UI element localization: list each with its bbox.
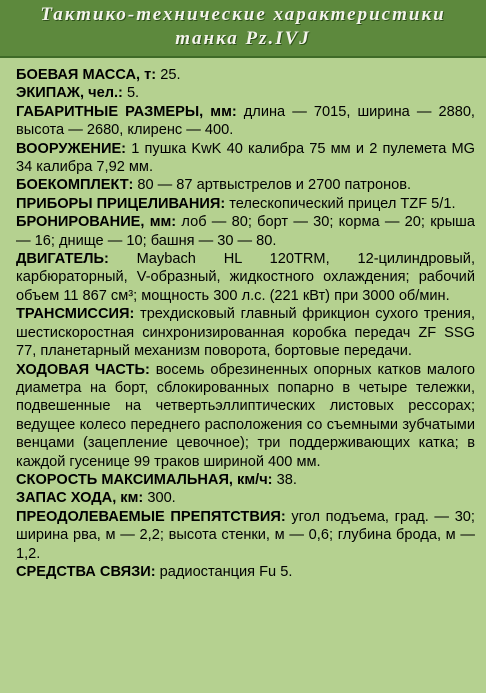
spec-value: восемь обрезиненных опорных катков малого диаметра на борт, сблокированных попарно в четыре тележки, подвешенные на четвертьэллиптических листовых рессорах; ведущее колесо переднего расположения со съемными зубчатыми венцами (зацепление цевочное); три поддерживающих катка; в каждой гусенице 99 траков шириной 400 мм. <box>16 361 475 470</box>
spec-obstacles <box>16 508 475 563</box>
spec-label: ДВИГАТЕЛЬ: <box>16 251 109 268</box>
spec-value: лоб — 80; борт — 30; корма — 20; крыша — 16; днище — 10; башня — 30 — 80. <box>16 214 476 249</box>
spec-label: ПРИБОРЫ ПРИЦЕЛИВАНИЯ: <box>16 195 226 212</box>
spec-value: угол подъема, град. — 30; ширина рва, м — 2,2; высота стенки, м — 0,6; глубина брода, м — 1,2. <box>16 508 475 562</box>
spec-value: длина — 7015, ширина — 2880, высота — 2680, клиренс — 400. <box>16 103 475 139</box>
spec-value: 25. <box>156 67 181 83</box>
spec-value: 80 — 87 артвыстрелов и 2700 патронов. <box>133 177 412 194</box>
spec-label: СРЕДСТВА СВЯЗИ: <box>16 563 156 580</box>
spec-value: Maybach HL 120TRM, 12-цилиндровый, карбюраторный, V-образный, жидкостного охлаждения; рабочий объем 11 867 см³; мощность 300 л.с. (221 кВт) при 3000 об/мин. <box>16 251 475 304</box>
spec-sights <box>16 195 475 213</box>
spec-label: БРОНИРОВАНИЕ, мм: <box>16 214 177 231</box>
title-banner <box>0 0 486 58</box>
spec-crew <box>16 84 475 102</box>
spec-label: БОЕКОМПЛЕКТ: <box>16 177 134 194</box>
spec-value: 300. <box>143 490 176 507</box>
spec-combat-weight <box>16 66 475 84</box>
spec-label: БОЕВАЯ МАССА, т: <box>16 67 157 83</box>
spec-value: телескопический прицел TZF 5/1. <box>225 195 456 212</box>
spec-value: трехдисковый главный фрикцион сухого трения, шестискоростная синхронизированная коробка передач ZF SSG 77, планетарный механизм поворота, бортовые передачи. <box>16 306 475 360</box>
spec-value: 38. <box>272 471 297 488</box>
spec-transmission <box>16 305 475 360</box>
spec-engine <box>16 250 475 305</box>
title-line-1: Тактико-технические характеристики <box>40 4 446 25</box>
spec-label: ХОДОВАЯ ЧАСТЬ: <box>16 361 150 378</box>
spec-range <box>16 489 475 507</box>
spec-armament <box>16 140 475 177</box>
spec-running-gear <box>16 361 475 471</box>
spec-label: ТРАНСМИССИЯ: <box>16 306 135 323</box>
spec-label: ГАБАРИТНЫЕ РАЗМЕРЫ, мм: <box>16 103 237 120</box>
spec-label: ЗАПАС ХОДА, км: <box>16 490 144 507</box>
spec-value: 5. <box>122 85 140 102</box>
spec-dimensions <box>16 103 475 140</box>
spec-value: 1 пушка KwK 40 калибра 75 мм и 2 пулемета MG 34 калибра 7,92 мм. <box>16 140 475 176</box>
spec-label: ВООРУЖЕНИЕ: <box>16 140 127 157</box>
spec-value: радиостанция Fu 5. <box>155 563 293 580</box>
title-line-2: танка Pz.IVJ <box>175 28 311 49</box>
spec-max-speed <box>16 471 475 489</box>
spec-armor <box>16 213 475 250</box>
spec-ammunition <box>16 176 475 194</box>
spec-label: ЭКИПАЖ, чел.: <box>16 85 123 102</box>
spec-communications <box>16 563 475 581</box>
spec-label: ПРЕОДОЛЕВАЕМЫЕ ПРЕПЯТСТВИЯ: <box>16 508 286 525</box>
spec-list <box>16 66 475 581</box>
spec-label: СКОРОСТЬ МАКСИМАЛЬНАЯ, км/ч: <box>16 471 273 488</box>
